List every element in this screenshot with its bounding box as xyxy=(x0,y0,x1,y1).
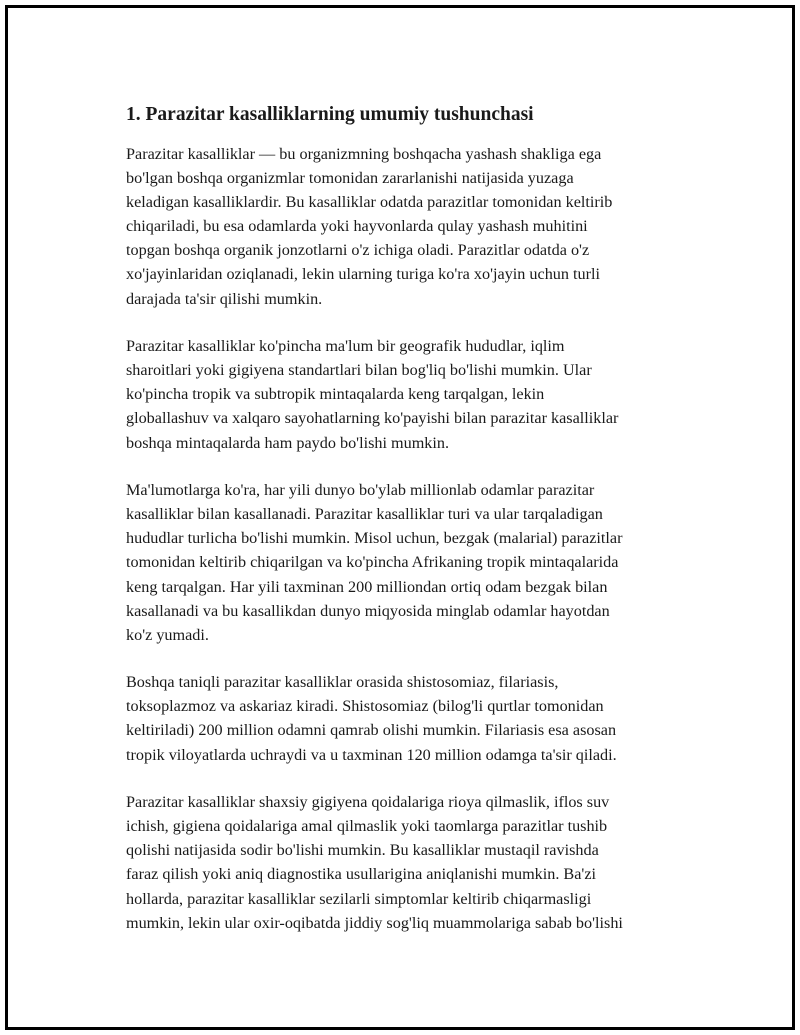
section-heading: 1. Parazitar kasalliklarning umumiy tushunchasi xyxy=(126,104,534,125)
paragraph-3 xyxy=(126,478,706,647)
text-line: tropik viloyatlarda uchraydi va u taxminan 120 million odamga ta'sir qiladi. xyxy=(126,745,617,764)
text-line: tomonidan keltirib chiqarilgan va ko'pincha Afrikaning tropik mintaqalarida xyxy=(126,553,619,572)
text-line: darajada ta'sir qilishi mumkin. xyxy=(126,289,323,308)
text-line: faraz qilish yoki aniq diagnostika usullarigina aniqlanishi mumkin. Ba'zi xyxy=(126,865,597,884)
text-line: bo'lgan boshqa organizmlar tomonidan zararlanishi natijasida yuzaga xyxy=(126,169,574,188)
text-line: toksoplazmoz va askariaz kiradi. Shistosomiaz (bilog'li qurtlar tomonidan xyxy=(126,697,604,716)
text-line: hollarda, parazitar kasalliklar sezilarli simptomlar keltirib chiqarmasligi xyxy=(126,889,592,908)
text-line: Ma'lumotlarga ko'ra, har yili dunyo bo'ylab millionlab odamlar parazitar xyxy=(126,481,595,500)
text-line: kasallanadi va bu kasallikdan dunyo miqyosida minglab odamlar hayotdan xyxy=(126,601,610,620)
text-line: chiqariladi, bu esa odamlarda yoki hayvonlarda qulay yashash muhitini xyxy=(126,217,588,236)
text-line: sharoitlari yoki gigiyena standartlari bilan bog'liq bo'lishi mumkin. Ular xyxy=(126,361,592,380)
text-line: keladigan kasalliklardir. Bu kasalliklar odatda parazitlar tomonidan keltirib xyxy=(126,193,613,212)
page-frame xyxy=(5,5,795,1030)
text-line: Parazitar kasalliklar ko'pincha ma'lum bir geografik hududlar, iqlim xyxy=(126,337,565,356)
text-line: topgan boshqa organik jonzotlarni o'z ichiga oladi. Parazitlar odatda o'z xyxy=(126,241,590,260)
text-line: qolishi natijasida sodir bo'lishi mumkin. Bu kasalliklar mustaqil ravishda xyxy=(126,841,599,860)
text-line: xo'jayinlaridan oziqlanadi, lekin ularning turiga ko'ra xo'jayin uchun turli xyxy=(126,265,601,284)
text-line: ko'pincha tropik va subtropik mintaqalarda keng tarqalgan, lekin xyxy=(126,385,545,404)
text-line: Boshqa taniqli parazitar kasalliklar orasida shistosomiaz, filariasis, xyxy=(126,673,559,692)
paragraph-4 xyxy=(126,670,706,766)
text-line: kasalliklar bilan kasallanadi. Parazitar kasalliklar turi va ular tarqaladigan xyxy=(126,505,603,524)
text-line: keltiriladi) 200 million odamni qamrab olishi mumkin. Filariasis esa asosan xyxy=(126,721,617,740)
document-body xyxy=(126,102,706,958)
paragraph-1 xyxy=(126,142,706,311)
paragraph-5 xyxy=(126,790,706,935)
text-line: keng tarqalgan. Har yili taxminan 200 milliondan ortiq odam bezgak bilan xyxy=(126,577,608,596)
text-line: globallashuv va xalqaro sayohatlarning ko'payishi bilan parazitar kasalliklar xyxy=(126,409,619,428)
text-line: ichish, gigiena qoidalariga amal qilmaslik yoki taomlarga parazitlar tushib xyxy=(126,817,608,836)
text-line: Parazitar kasalliklar — bu organizmning boshqacha yashash shakliga ega xyxy=(126,145,602,163)
text-line: hududlar turlicha bo'lishi mumkin. Misol uchun, bezgak (malarial) parazitlar xyxy=(126,529,623,548)
paragraph-2 xyxy=(126,334,706,454)
text-line: mumkin, lekin ular oxir-oqibatda jiddiy sog'liq muammolariga sabab bo'lishi xyxy=(126,913,623,932)
text-line: Parazitar kasalliklar shaxsiy gigiyena qoidalariga rioya qilmaslik, iflos suv xyxy=(126,793,610,812)
text-line: ko'z yumadi. xyxy=(126,625,209,644)
text-line: boshqa mintaqalarda ham paydo bo'lishi mumkin. xyxy=(126,433,450,452)
